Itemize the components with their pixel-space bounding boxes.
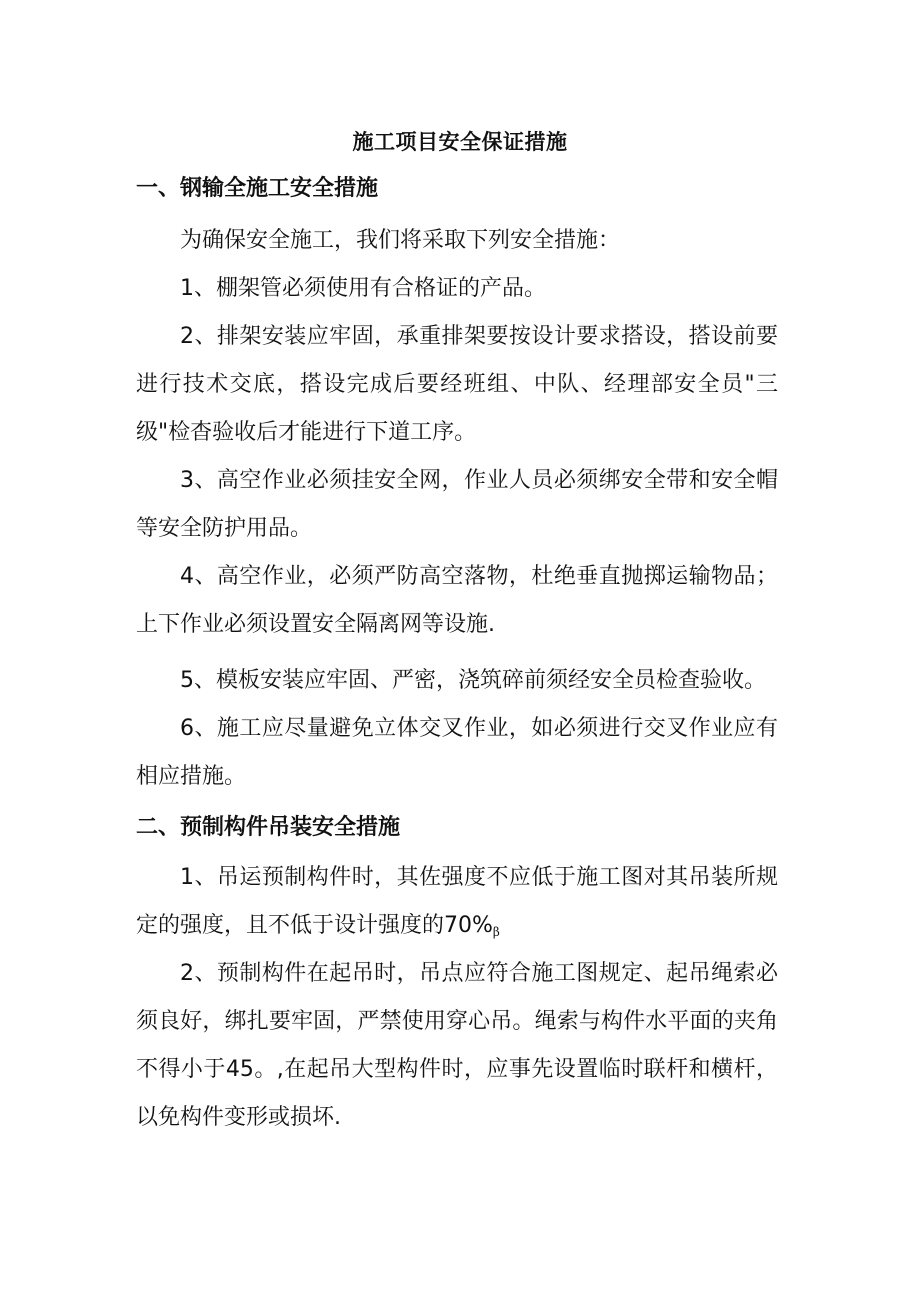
- section-heading-1: 一、钢输全施工安全措施: [136, 176, 379, 201]
- section-1-item-3: 3、高空作业必须挂安全网，作业人员必须绑安全带和安全帽等安全防护用品。: [136, 468, 778, 541]
- section-1-item-1: 1、棚架管必须使用有合格证的产品。: [180, 276, 546, 301]
- section-2-item-1: [136, 854, 778, 956]
- trailing-subscript-mark: β: [492, 925, 500, 939]
- document-title: 施工项目安全保证措施: [352, 130, 568, 154]
- section-2-item-2: 2、预制构件在起吊时，吊点应符合施工图规定、起吊绳索必须良好，绑扎要牢固，严禁使用穿心吊。绳索与构件水平面的夹角不得小于45。,在起吊大型构件时，应事先设置临时联杆和横杆，以免构件变形或损坏.: [136, 961, 778, 1130]
- section-1-item-5: 5、模板安装应牢固、严密，浇筑碎前须经安全员检查验收。: [180, 668, 766, 693]
- section-1-item-4: 4、高空作业，必须严防高空落物，杜绝垂直抛掷运输物品；上下作业必须设置安全隔离网等设施.: [136, 564, 778, 637]
- section-1-item-6: 6、施工应尽量避免立体交叉作业，如必须进行交叉作业应有相应措施。: [136, 716, 778, 789]
- section-heading-2: 二、预制构件吊装安全措施: [136, 815, 401, 840]
- section-1-item-2: 2、排架安装应牢固，承重排架要按设计要求搭设，搭设前要进行技术交底，搭设完成后要经班组、中队、经理部安全员"三级"检杳验收后才能进行下道工序。: [136, 324, 778, 445]
- section-2-item-1-text: 1、吊运预制构件时，其佐强度不应低于施工图对其吊装所规定的强度，且不低于设计强度的70%: [136, 865, 778, 938]
- section-1-intro: 为确保安全施工，我们将采取下列安全措施：: [180, 228, 621, 253]
